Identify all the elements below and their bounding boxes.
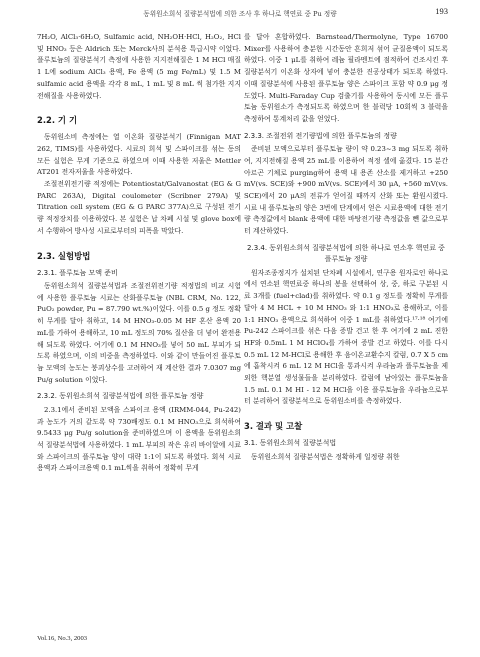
section-heading-2-2: 2.2. 기 기 (37, 115, 78, 126)
results-paragraph: 동위원소희석 질량분석법은 정확하게 일정량 취한 (251, 452, 400, 461)
subsection-heading-2-3-3: 2.3.3. 조절전위 전기량법에 의한 플루토늄의 정량 (244, 131, 397, 140)
idms-procedure-paragraph: 2.3.1에서 준비된 모액을 스파이크 용액 (IRMM-044, Pu-242)과 농도가 거의 같도록 약 730배정도 0.1 M HNO₃으로 희석하여 9.5433 μg Pu/g solution을 준비하였으며 이 용액을 동위원소희석 질량분석법에 사용하였다. 1 mL 부피의 작은 유리 바이알에 시료와 스파이크의 플루토늄 양이 대략 1:1이 되도록 하였다. 회석 시료 용액과 스파이크용액 0.1 mL씩을 취하여 정확히 무게 (37, 405, 241, 473)
reagents-paragraph: 7H₂O, AlCl₃·6H₂O, Sulfamic acid, NH₂OH·HCl, H₂O₂, HCl 및 HNO₃ 등은 Aldrich 또는 Merck사의 분석용 특급시약 이었다. 플루토늄의 질량분석기 측정에 사용한 지지전해질은 1 M HCl 매질 1 L에 sodium AlCl₃ 용액, Fe 용액 (5 mg Fe/mL) 및 1.5 M sulfamic acid 용액을 각각 8 mL, 1 mL 및 8 mL 씩 첨가한 지지전해질을 사용하였다. (37, 33, 241, 100)
cpc-procedure-paragraph: 준비된 모액으로부터 플루토늄 량이 약 0.23~3 mg 되도록 취하여, 지지전해질 용액 25 mL를 이용하여 적정 셀에 옮겼다. 15 분간 아르곤 기체로 purging하여 용액 내 용존 산소를 제거하고 +250 mV(vs. SCE)와 +900 mV(vs. SCE)에서 30 μA, +560 mV(vs. SCE)에서 20 μA의 전류가 얻어질 때까지 산화 또는 환원시켰다. 시료 내 플루토늄의 양은 3번에 단계에서 얻은 시료용액에 대한 전기량 측정값에서 blank 용액에 대한 바탕전기량 측정값을 뺀 값으로부터 계산하였다. (244, 145, 448, 236)
section-heading-2-3: 2.3. 실험방법 (37, 250, 91, 261)
idms-continued-paragraph: 를 달아 혼합하였다. Barnstead/Thermolyne, Type 16700 Mixer를 사용하여 충분한 시간동안 흔희저 섞어 균질용액이 되도록 하였다. 이중 1 μL를 취하여 레늄 필라멘트에 점적하여 건조시킨 후 질량분석기 이온화 상자에 넣어 충분한 진공상태가 되도록 하였다. 이때 질량분석에 사용된 플루토늄 양은 스파이크 포함 약 0.9 μg 정도였다. Multi-Faraday Cup 검출기를 사용하여 동시에 모든 플루토늄 동위원소가 측정되도록 하였으며 한 블럭당 10회씩 3 블럭을 측정하여 통계처리 값을 얻었다. (244, 33, 448, 123)
left-column (37, 32, 241, 475)
coulometry-instrument-paragraph: 조절전위전기량 적정에는 Potentiostat/Galvanostat (EG & G PARC 263A), Digital coulometer (Scribner 279A) 및 Titration cell system (EG & G PARC 377A)으로 구성된 전기량 적정장치를 이용하였다. 본 실험은 납 차폐 시설 및 glove box에서 수행하여 방사성 시료로부터의 피폭을 막았다. (37, 180, 241, 235)
volume-footer: Vol.16, No.3, 2003 (37, 635, 88, 642)
subsection-heading-2-3-2: 2.3.2. 동위원소희석 질량분석법에 의한 플루토늄 정량 (37, 392, 204, 401)
stock-solution-paragraph: 동위원소희석 질량분석법과 조절전위전기량 적정법의 비교 시험에 사용한 플루토늄 시료는 산화플루토늄 (NBL CRM, No. 122, PuO₂ powder, Pu = 87.790 wt.%)이었다. 이를 0.5 g 정도 정확히 무게를 달아 취하고, 14 M HNO₃-0.05 M HF 혼산 용액 20 mL를 가하여 용해하고, 10 mL 정도의 70% 질산을 더 넣어 완전용해 되도록 하였다. 여기에 0.1 M HNO₃를 넣어 50 mL 부피가 되도록 하였으며, 이의 비중을 측정하였다. 이와 같이 만들어진 플루토늄 모액의 농도는 붕괴상수를 고려하여 재 계산한 결과 7.0307 mg Pu/g solution 이었다. (37, 282, 241, 384)
section-heading-3: 3. 결과 및 고찰 (244, 421, 303, 432)
page-number: 193 (435, 6, 448, 16)
subsection-heading-3-1: 3.1. 동위원소희석 질량분석법 (244, 439, 337, 448)
right-column (244, 32, 448, 463)
subsection-heading-2-3-1: 2.3.1. 플루토늄 모액 준비 (37, 268, 118, 277)
instrument-paragraph: 동위원소비 측정에는 열 이온화 질량분석기 (Finnigan MAT 262, TIMS)를 사용하였다. 시료의 희석 및 스파이크를 섞는 동의 모든 실험은 무게 기준으로 하였으며 이때 사용한 저울은 Mettler AT201 전자저울을 사용하였다. (37, 133, 241, 177)
running-title: 동위원소희석 질량분석법에 의한 조사 후 하나로 핵연료 중 Pu 정량 (143, 10, 337, 18)
subsection-heading-2-3-4: 2.3.4. 동위원소희석 질량분석법에 의한 하나로 연소후 핵연료 중 플루토늄 정량 (247, 243, 445, 264)
spent-fuel-procedure-paragraph: 원자조종정지가 설치된 단차폐 시설에서, 연구용 원자로인 하나로에서 연소된 핵연료중 하나의 봉을 선택하여 상, 중, 하로 구분된 시료 3개를 (fuel+clad)를 취하였다. 약 0.1 g 정도를 정확히 무게를 달아 4 M HCL + 10 M HNO₃ 와 1:1 HNO₃로 용해하고, 이를 1:1 HNO₃ 용액으로 희석하여 이중 1 mL를 취하였다.¹⁷·¹⁸ 여기에 Pu-242 스파이크를 섞은 다음 증발 건고 한 후 여기에 2 mL 진한 HF와 0.5mL 1 M HClO₄를 가하여 증발 건고 하였다. 이를 다시 0.5 mL 12 M-HCl로 용해한 후 음이온교환수지 칼럼, 0.7 X 5 cm에 흡착시켜 6 mL 12 M HCl을 통과시켜 우라늄과 플루토늄을 제외한 핵분열 생성물들을 분리하였다. 칼럼에 남아있는 플루토늄을 1.5 mL 0.1 M HI - 12 M HCl을 이용 플루토늄을 우라늄으로부터 분리하여 질량분석으로 동위원소비를 측정하였다. (244, 268, 448, 406)
